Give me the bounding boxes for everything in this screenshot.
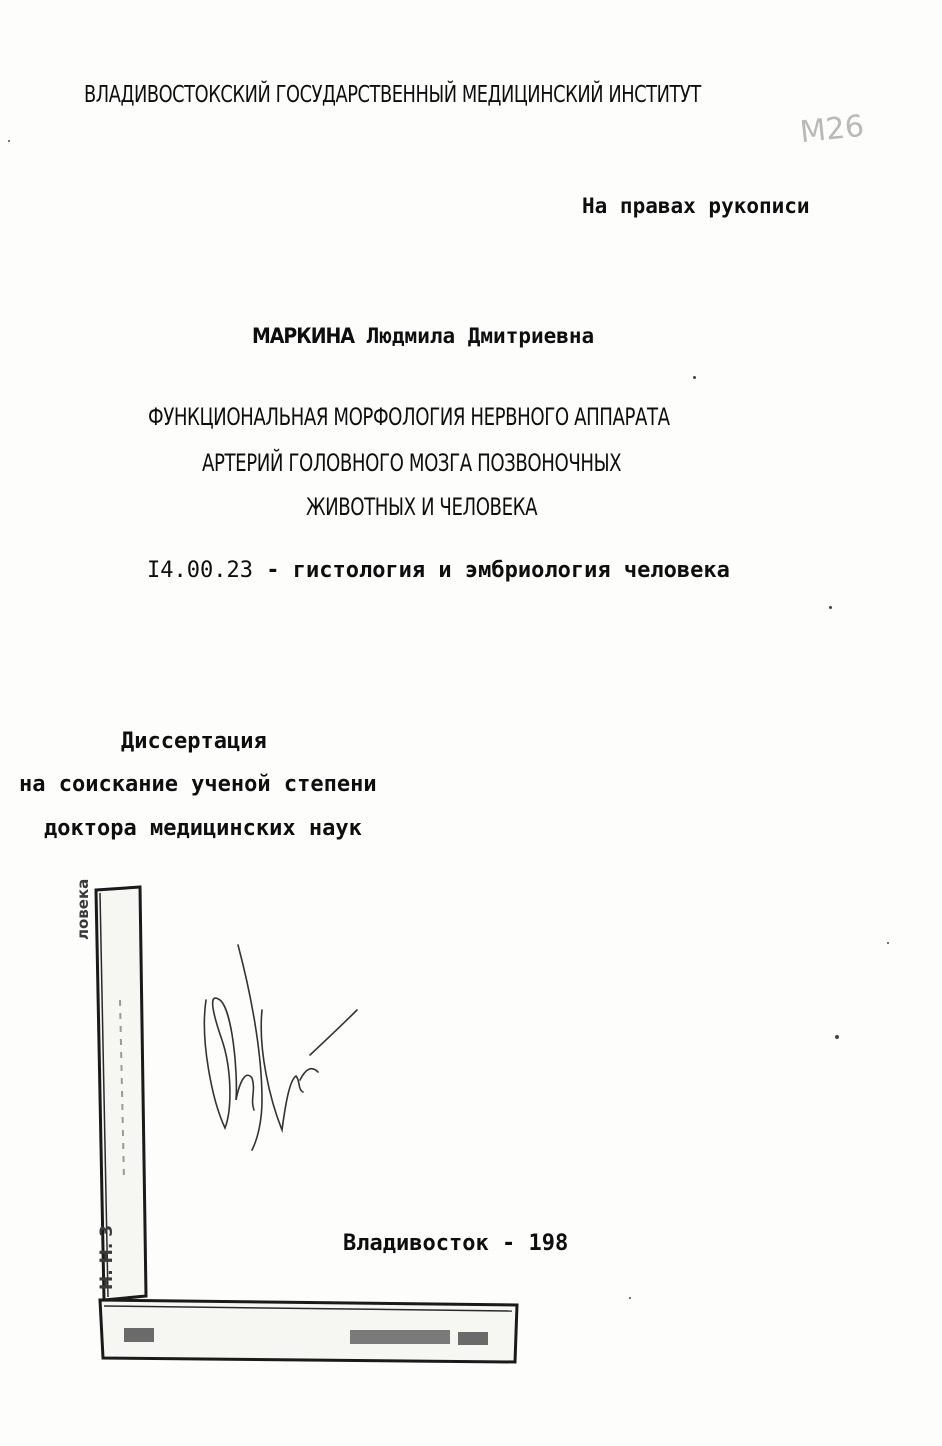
- footer-separator: -: [501, 1231, 516, 1256]
- institution-name: ВЛАДИВОСТОКСКИЙ ГОСУДАРСТВЕННЫЙ МЕДИЦИНСКИЙ ИНСТИТУТ: [84, 82, 701, 108]
- stamp-smudge: [124, 1328, 154, 1342]
- strip-text-bottom: Н. Н. 3: [97, 1224, 117, 1290]
- year: 198: [528, 1231, 569, 1256]
- dissertation-title-line-1: ФУНКЦИОНАЛЬНАЯ МОРФОЛОГИЯ НЕРВНОГО АППАРАТА: [148, 403, 670, 431]
- author-surname: МАРКИНА: [252, 324, 354, 348]
- specialty-separator: -: [266, 558, 280, 583]
- strip-text-top: ловека: [74, 878, 92, 940]
- specialty-name: гистология и эмбриология человека: [292, 558, 730, 583]
- city: Владивосток: [343, 1231, 489, 1256]
- stamp-smudge: [458, 1332, 488, 1345]
- pencil-archive-mark: M26: [798, 108, 866, 151]
- specialty-code: I4.00.23: [147, 558, 253, 583]
- handwritten-signature: [204, 945, 357, 1150]
- stamp-smudge: [350, 1330, 450, 1344]
- dissertation-title-line-3: ЖИВОТНЫХ И ЧЕЛОВЕКА: [306, 493, 538, 521]
- degree-line-1: Диссертация: [121, 729, 267, 754]
- manuscript-note: На правах рукописи: [582, 194, 810, 218]
- horizontal-stamp-strip: [100, 1300, 517, 1362]
- author-given-names: Людмила Дмитриевна: [366, 324, 595, 348]
- dissertation-title-line-2: АРТЕРИЙ ГОЛОВНОГО МОЗГА ПОЗВОНОЧНЫХ: [202, 449, 622, 477]
- degree-line-2: на соискание ученой степени: [19, 772, 377, 797]
- degree-line-3: доктора медицинских наук: [44, 816, 362, 841]
